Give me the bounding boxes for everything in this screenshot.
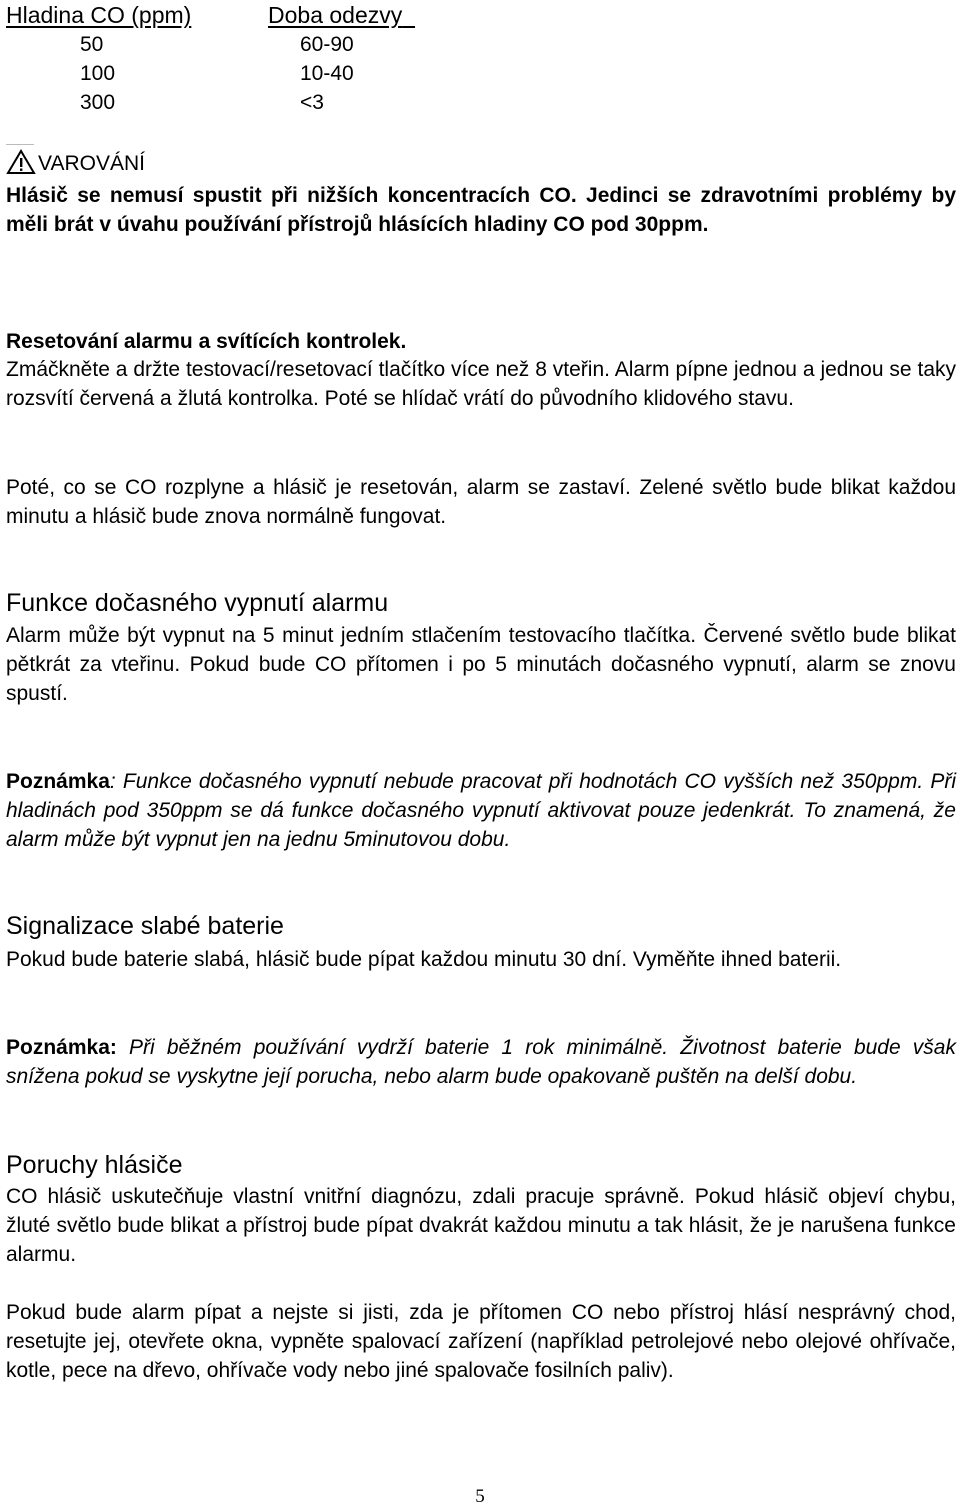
note-label: Poznámka xyxy=(6,770,110,793)
battery-note xyxy=(6,1033,956,1091)
header-response-time: Doba odezvy xyxy=(268,2,403,28)
table-row-level: 300 xyxy=(80,91,116,114)
snooze-note xyxy=(6,767,956,854)
snooze-heading: Funkce dočasného vypnutí alarmu xyxy=(6,589,389,617)
note-text: Při běžném používání vydrží baterie 1 rok minimálně. Životnost baterie bude však snížena pokud se vyskytne její porucha, nebo alarm bude opakovaně puštěn na delší dobu. xyxy=(6,1036,956,1088)
warning-text: Hlásič se nemusí spustit při nižších koncentracích CO. Jedinci se zdravotními problémy by měli brát v úvahu používání přístrojů hlásících hladiny CO pod 30ppm. xyxy=(6,184,956,236)
battery-text: Pokud bude baterie slabá, hlásič bude pípat každou minutu 30 dní. Vyměňte ihned baterii. xyxy=(6,948,842,971)
table-row-response: 60-90 xyxy=(300,33,354,56)
battery-heading: Signalizace slabé baterie xyxy=(6,912,284,940)
note-text: : Funkce dočasného vypnutí nebude pracovat při hodnotách CO vyšších než 350ppm. Při hladinách pod 350ppm se dá funkce dočasného vypnutí aktivovat pouze jedenkrát. To znamená, že alarm může být vypnut jen na jednu 5minutovou dobu. xyxy=(6,770,956,851)
faults-text-after: Pokud bude alarm pípat a nejste si jisti, zda je přítomen CO nebo přístroj hlásí nesprávný chod, resetujte jej, otevřete okna, vypněte spalovací zařízení (například petrolejové nebo olejové ohřívače, kotle, pece na dřevo, ohřívače vody nebo jiné spalovače fosilních paliv). xyxy=(6,1301,956,1382)
page-number: 5 xyxy=(475,1486,485,1507)
warning-title: VAROVÁNÍ xyxy=(38,152,145,175)
reset-text-after: Poté, co se CO rozplyne a hlásič je resetován, alarm se zastaví. Zelené světlo bude blikat každou minutu a hlásič bude znova normálně fungovat. xyxy=(6,476,956,528)
note-label: Poznámka: xyxy=(6,1036,117,1059)
faults-text: CO hlásič uskutečňuje vlastní vnitřní diagnózu, zdali pracuje správně. Pokud hlásič objeví chybu, žluté světlo bude blikat a přístroj bude pípat dvakrát každou minutu a tak hlásit, že je narušena funkce alarmu. xyxy=(6,1185,956,1266)
snooze-text: Alarm může být vypnut na 5 minut jedním stlačením testovacího tlačítka. Červené světlo bude blikat pětkrát za vteřinu. Pokud bude CO přítomen i po 5 minutách dočasného vypnutí, alarm se znovu spustí. xyxy=(6,624,956,705)
reset-heading: Resetování alarmu a svítících kontrolek. xyxy=(6,330,407,353)
warning-triangle-icon xyxy=(6,146,34,174)
table-row-response: <3 xyxy=(300,91,324,114)
reset-text: Zmáčkněte a držte testovací/resetovací tlačítko více než 8 vteřin. Alarm pípne jednou a jednou se taky rozsvítí červená a žlutá kontrolka. Poté se hlídač vrátí do původního klidového stavu. xyxy=(6,358,956,410)
table-row-response: 10-40 xyxy=(300,62,354,85)
table-row-level: 100 xyxy=(80,62,116,85)
co-table-header xyxy=(6,2,466,32)
faults-heading: Poruchy hlásiče xyxy=(6,1151,183,1179)
header-co-level: Hladina CO (ppm) xyxy=(6,2,192,28)
table-row-level: 50 xyxy=(80,33,104,56)
